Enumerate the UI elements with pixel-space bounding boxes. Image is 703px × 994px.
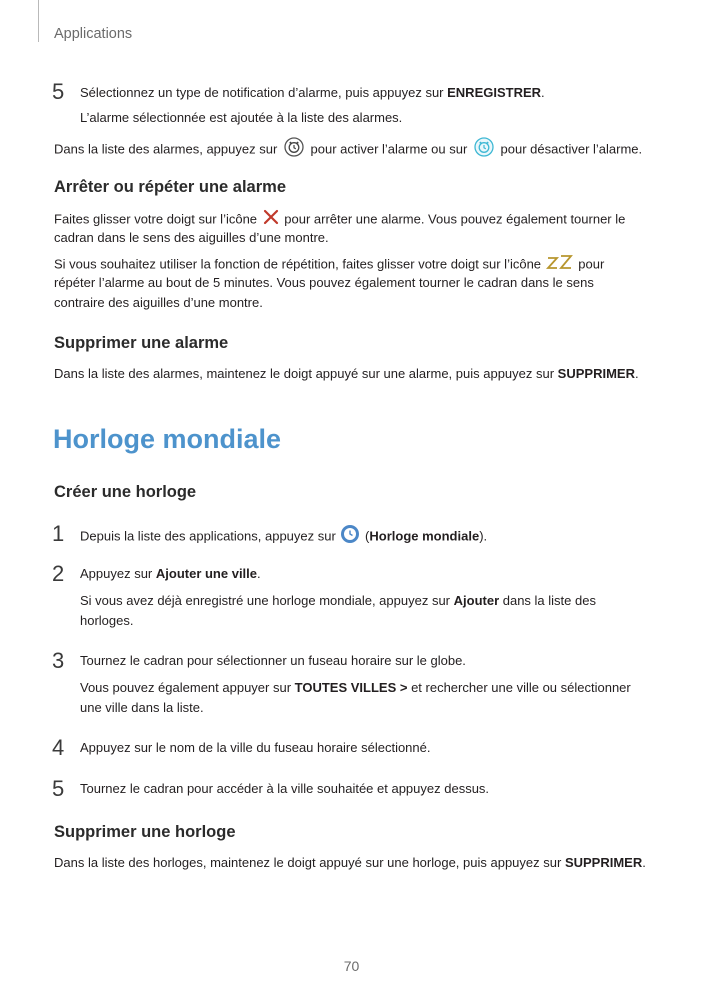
delete-clock-text: Dans la liste des horloges, maintenez le doigt appuyé sur une horloge, puis appuyez sur SUPPRIMER. [54,855,646,870]
step-number: 5 [52,776,65,801]
wc-step3-note-line1: Vous pouvez également appuyer sur TOUTES VILLES > et rechercher une ville ou sélectionner [80,680,631,695]
delete-alarm-heading: Supprimer une alarme [54,334,229,352]
page-number: 70 [343,958,360,974]
wc-step2-note-line2: horloges. [80,613,134,628]
step-number: 2 [52,561,65,586]
alarm-step5-note: L’alarme sélectionnée est ajoutée à la liste des alarmes. [80,110,403,125]
alarm-on-icon [284,137,304,163]
world-clock-title: Horloge mondiale [53,424,282,454]
stop-paragraph-line1: Faites glisser votre doigt sur l’icône pour arrêter une alarme. Vous pouvez également tourner le [54,208,625,232]
snooze-paragraph-line3: contraire des aiguilles d’une montre. [54,295,263,310]
step-number: 5 [52,79,65,104]
alarm-off-icon [474,137,494,163]
alarm-toggle-text: Dans la liste des alarmes, appuyez sur pour activer l’alarme ou sur pour désactiver l’alarme. [54,137,642,163]
step-number: 1 [52,521,65,546]
stop-repeat-heading: Arrêter ou répéter une alarme [54,178,287,196]
section-header: Applications [54,26,133,42]
step-number: 3 [52,648,65,673]
wc-step3-note-line2: une ville dans la liste. [80,700,204,715]
wc-step5-text: Tournez le cadran pour accéder à la ville souhaitée et appuyez dessus. [80,781,490,796]
delete-alarm-text: Dans la liste des alarmes, maintenez le doigt appuyé sur une alarme, puis appuyez sur SUPPRIMER. [54,366,639,381]
snooze-paragraph-line1: Si vous souhaitez utiliser la fonction de répétition, faites glisser votre doigt sur l’icône pour [54,253,604,277]
alarm-step5-text: Sélectionnez un type de notification d’alarme, puis appuyez sur ENREGISTRER. [80,85,545,100]
wc-step1-text: Depuis la liste des applications, appuyez sur (Horloge mondiale). [80,524,487,550]
world-clock-icon [340,524,360,550]
wc-step2-note-line1: Si vous avez déjà enregistré une horloge mondiale, appuyez sur Ajouter dans la liste des [80,593,596,608]
wc-step4-text: Appuyez sur le nom de la ville du fuseau horaire sélectionné. [80,740,431,755]
wc-step3-text: Tournez le cadran pour sélectionner un fuseau horaire sur le globe. [80,653,466,668]
step-number: 4 [52,735,65,760]
header-rule [38,0,39,42]
delete-clock-heading: Supprimer une horloge [54,823,236,841]
stop-paragraph-line2: cadran dans le sens des aiguilles d’une montre. [54,230,329,245]
create-clock-heading: Créer une horloge [54,483,197,501]
wc-step2-text: Appuyez sur Ajouter une ville. [80,566,261,581]
snooze-paragraph-line2: répéter l’alarme au bout de 5 minutes. Vous pouvez également tourner le cadran dans le sens [54,275,594,290]
